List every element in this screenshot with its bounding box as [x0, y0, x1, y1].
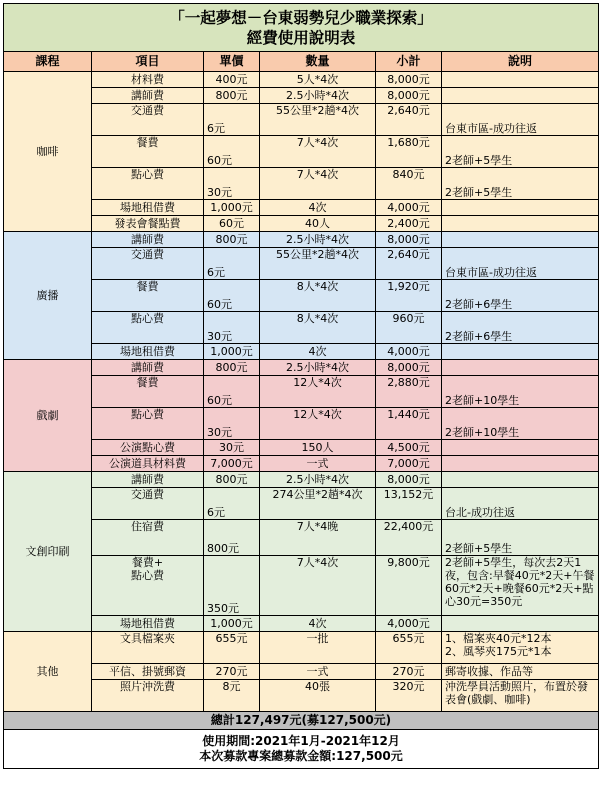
quantity: 2.5小時*4次	[260, 472, 376, 488]
quantity: 7人*4次	[260, 556, 376, 616]
note: 2老師+5學生	[442, 136, 599, 168]
note: 沖洗學員活動照片，布置於發表會(戲劇、咖啡)	[442, 680, 599, 712]
note	[442, 72, 599, 88]
item-name	[92, 556, 204, 616]
unit-price: 1,000元	[204, 616, 260, 632]
unit-price: 8元	[204, 680, 260, 712]
unit-price: 6元	[204, 248, 260, 280]
unit-price: 30元	[204, 408, 260, 440]
group-drama	[4, 360, 599, 472]
note: 2老師+5學生	[442, 520, 599, 556]
note	[442, 360, 599, 376]
course-name: 咖啡	[4, 72, 92, 232]
course-name: 其他	[4, 632, 92, 712]
item-name: 場地租借費	[92, 616, 204, 632]
note: 2老師+6學生	[442, 280, 599, 312]
quantity: 7人*4晚	[260, 520, 376, 556]
item-name: 公演道具材料費	[92, 456, 204, 472]
note: 台東市區-成功往返	[442, 104, 599, 136]
note: 2老師+10學生	[442, 408, 599, 440]
quantity: 7人*4次	[260, 136, 376, 168]
subtotal: 4,000元	[376, 616, 442, 632]
note-line-2: 2、風琴夾175元*1本	[445, 645, 552, 658]
item-name: 材料費	[92, 72, 204, 88]
unit-price: 6元	[204, 104, 260, 136]
item-name: 講師費	[92, 232, 204, 248]
unit-price: 800元	[204, 520, 260, 556]
group-other	[4, 632, 599, 712]
subtotal: 22,400元	[376, 520, 442, 556]
quantity: 40張	[260, 680, 376, 712]
item-name-line-1: 餐費+	[131, 556, 164, 569]
note	[442, 200, 599, 216]
quantity: 4次	[260, 344, 376, 360]
subtotal: 2,640元	[376, 248, 442, 280]
item-name: 文具檔案夾	[92, 632, 204, 664]
note	[442, 232, 599, 248]
item-name-line-2: 點心費	[131, 569, 164, 582]
note: 2老師+10學生	[442, 376, 599, 408]
course-name: 戲劇	[4, 360, 92, 472]
note	[442, 472, 599, 488]
subtotal: 270元	[376, 664, 442, 680]
subtotal: 960元	[376, 312, 442, 344]
item-name: 餐費	[92, 376, 204, 408]
quantity: 4次	[260, 616, 376, 632]
unit-price: 30元	[204, 312, 260, 344]
header-note: 說明	[442, 52, 599, 72]
subtotal: 1,440元	[376, 408, 442, 440]
quantity: 一式	[260, 456, 376, 472]
header-quantity: 數量	[260, 52, 376, 72]
quantity: 2.5小時*4次	[260, 232, 376, 248]
note: 2老師+6學生	[442, 312, 599, 344]
note	[442, 616, 599, 632]
note: 台北-成功往返	[442, 488, 599, 520]
item-name: 交通費	[92, 488, 204, 520]
unit-price: 800元	[204, 360, 260, 376]
quantity: 40人	[260, 216, 376, 232]
item-name: 發表會餐點費	[92, 216, 204, 232]
header-subtotal: 小計	[376, 52, 442, 72]
unit-price: 800元	[204, 472, 260, 488]
unit-price: 270元	[204, 664, 260, 680]
note: 2老師+5學生，每次去2天1夜，包含:早餐40元*2天+午餐60元*2天+晚餐60元*2天+點心30元=350元	[442, 556, 599, 616]
unit-price: 60元	[204, 376, 260, 408]
subtotal: 9,800元	[376, 556, 442, 616]
subtotal: 8,000元	[376, 472, 442, 488]
item-name: 點心費	[92, 408, 204, 440]
quantity: 7人*4次	[260, 168, 376, 200]
header-item: 項目	[92, 52, 204, 72]
note	[442, 88, 599, 104]
group-creative-printing	[4, 472, 599, 632]
grand-total: 總計127,497元(募127,500元)	[4, 712, 599, 730]
quantity: 274公里*2趟*4次	[260, 488, 376, 520]
item-name: 平信、掛號郵資	[92, 664, 204, 680]
quantity: 2.5小時*4次	[260, 360, 376, 376]
item-name: 公演點心費	[92, 440, 204, 456]
subtotal: 8,000元	[376, 72, 442, 88]
title-line-1: 「一起夢想－台東弱勢兒少職業探索」	[169, 8, 433, 27]
unit-price: 1,000元	[204, 344, 260, 360]
note	[442, 456, 599, 472]
unit-price: 655元	[204, 632, 260, 664]
item-name: 交通費	[92, 104, 204, 136]
item-name: 講師費	[92, 472, 204, 488]
unit-price: 60元	[204, 280, 260, 312]
subtotal: 13,152元	[376, 488, 442, 520]
usage-period: 使用期間:2021年1月-2021年12月	[202, 734, 400, 748]
subtotal: 1,680元	[376, 136, 442, 168]
subtotal: 2,400元	[376, 216, 442, 232]
unit-price: 60元	[204, 136, 260, 168]
item-name: 餐費	[92, 280, 204, 312]
unit-price: 400元	[204, 72, 260, 88]
subtotal: 8,000元	[376, 232, 442, 248]
subtotal: 655元	[376, 632, 442, 664]
unit-price: 350元	[204, 556, 260, 616]
note	[442, 632, 599, 664]
quantity: 12人*4次	[260, 376, 376, 408]
subtotal: 4,000元	[376, 344, 442, 360]
quantity: 8人*4次	[260, 312, 376, 344]
note	[442, 440, 599, 456]
course-name: 廣播	[4, 232, 92, 360]
unit-price: 30元	[204, 168, 260, 200]
unit-price: 1,000元	[204, 200, 260, 216]
quantity: 150人	[260, 440, 376, 456]
item-name: 點心費	[92, 312, 204, 344]
note	[442, 216, 599, 232]
quantity: 一式	[260, 664, 376, 680]
subtotal: 1,920元	[376, 280, 442, 312]
item-name: 講師費	[92, 88, 204, 104]
quantity: 4次	[260, 200, 376, 216]
quantity: 12人*4次	[260, 408, 376, 440]
unit-price: 60元	[204, 216, 260, 232]
item-name: 交通費	[92, 248, 204, 280]
group-radio	[4, 232, 599, 360]
fundraising-total: 本次募款專案總募款金額:127,500元	[199, 749, 403, 763]
unit-price: 30元	[204, 440, 260, 456]
note-line-1: 1、檔案夾40元*12本	[445, 632, 552, 645]
quantity: 55公里*2趟*4次	[260, 248, 376, 280]
subtotal: 320元	[376, 680, 442, 712]
subtotal: 2,880元	[376, 376, 442, 408]
subtotal: 4,500元	[376, 440, 442, 456]
item-name: 照片沖洗費	[92, 680, 204, 712]
item-name: 場地租借費	[92, 200, 204, 216]
footer	[4, 730, 599, 769]
item-name: 點心費	[92, 168, 204, 200]
item-name: 住宿費	[92, 520, 204, 556]
budget-table	[3, 3, 599, 769]
quantity: 5人*4次	[260, 72, 376, 88]
subtotal: 840元	[376, 168, 442, 200]
subtotal: 7,000元	[376, 456, 442, 472]
unit-price: 7,000元	[204, 456, 260, 472]
subtotal: 2,640元	[376, 104, 442, 136]
course-name: 文創印刷	[4, 472, 92, 632]
note: 2老師+5學生	[442, 168, 599, 200]
document-title	[4, 4, 599, 52]
item-name: 場地租借費	[92, 344, 204, 360]
note	[442, 344, 599, 360]
item-name: 講師費	[92, 360, 204, 376]
subtotal: 8,000元	[376, 360, 442, 376]
header-course: 課程	[4, 52, 92, 72]
quantity: 8人*4次	[260, 280, 376, 312]
subtotal: 4,000元	[376, 200, 442, 216]
quantity: 一批	[260, 632, 376, 664]
quantity: 55公里*2趟*4次	[260, 104, 376, 136]
note: 台東市區-成功往返	[442, 248, 599, 280]
unit-price: 800元	[204, 88, 260, 104]
note: 郵寄收據、作品等	[442, 664, 599, 680]
item-name: 餐費	[92, 136, 204, 168]
unit-price: 6元	[204, 488, 260, 520]
header-unit-price: 單價	[204, 52, 260, 72]
quantity: 2.5小時*4次	[260, 88, 376, 104]
group-coffee	[4, 72, 599, 232]
subtotal: 8,000元	[376, 88, 442, 104]
unit-price: 800元	[204, 232, 260, 248]
title-line-2: 經費使用說明表	[246, 28, 356, 47]
